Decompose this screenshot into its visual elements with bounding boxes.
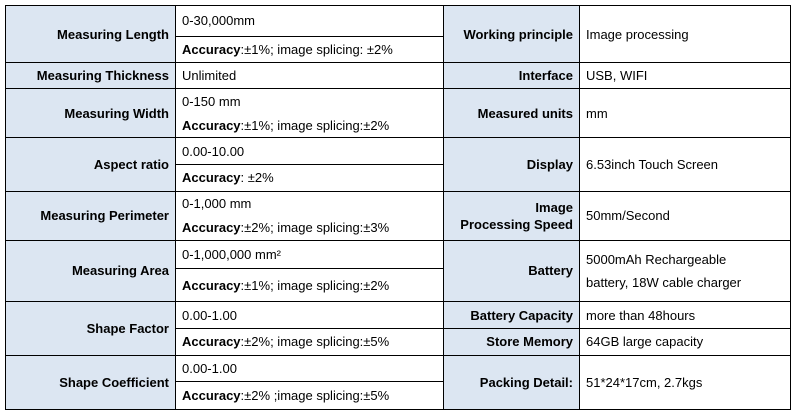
shape-coefficient-label: Shape Coefficient — [6, 355, 176, 409]
interface-label: Interface — [444, 63, 580, 89]
measuring-perimeter-accuracy — [176, 216, 444, 241]
image-processing-speed-value: 50mm/Second — [580, 191, 791, 240]
packing-detail-value: 51*24*17cm, 2.7kgs — [580, 355, 791, 409]
measuring-thickness-label: Measuring Thickness — [6, 63, 176, 89]
measuring-perimeter-label: Measuring Perimeter — [6, 191, 176, 240]
shape-coefficient-accuracy — [176, 382, 444, 410]
store-memory-label: Store Memory — [444, 328, 580, 355]
measuring-thickness-value: Unlimited — [176, 63, 444, 89]
accuracy-label: Accuracy — [182, 277, 241, 293]
shape-factor-accuracy — [176, 328, 444, 355]
aspect-ratio-range: 0.00-10.00 — [176, 138, 444, 165]
accuracy-text: :±2%; image splicing:±3% — [240, 220, 390, 236]
display-label: Display — [444, 138, 580, 191]
accuracy-label: Accuracy — [182, 220, 241, 236]
accuracy-text: :±1%; image splicing: ±2% — [240, 42, 393, 58]
battery-capacity-value: more than 48hours — [580, 302, 791, 329]
value-line-2: battery, 18W cable charger — [586, 274, 742, 290]
accuracy-text: :±2% ;image splicing:±5% — [240, 388, 390, 404]
label-line-1: Image — [535, 199, 573, 215]
accuracy-label: Accuracy — [182, 117, 241, 133]
shape-factor-label: Shape Factor — [6, 302, 176, 355]
battery-label: Battery — [444, 240, 580, 302]
accuracy-label: Accuracy — [182, 334, 241, 350]
measuring-width-range: 0-150 mm — [176, 89, 444, 114]
packing-detail-label: Packing Detail: — [444, 355, 580, 409]
accuracy-text: :±2%; image splicing:±5% — [240, 334, 390, 350]
battery-capacity-label: Battery Capacity — [444, 302, 580, 329]
shape-factor-range: 0.00-1.00 — [176, 302, 444, 329]
image-processing-speed-label — [444, 191, 580, 240]
measuring-length-accuracy — [176, 36, 444, 63]
measuring-length-label: Measuring Length — [6, 6, 176, 63]
measured-units-value: mm — [580, 89, 791, 138]
accuracy-text: :±1%; image splicing:±2% — [240, 277, 390, 293]
measuring-area-label: Measuring Area — [6, 240, 176, 302]
display-value: 6.53inch Touch Screen — [580, 138, 791, 191]
accuracy-text: : ±2% — [240, 170, 274, 186]
accuracy-label: Accuracy — [182, 42, 241, 58]
label-line-2: Processing Speed — [460, 216, 573, 232]
measuring-perimeter-range: 0-1,000 mm — [176, 191, 444, 216]
spec-table — [5, 5, 791, 410]
accuracy-text: :±1%; image splicing:±2% — [240, 117, 390, 133]
measuring-area-range: 0-1,000,000 mm² — [176, 240, 444, 269]
working-principle-value: Image processing — [580, 6, 791, 63]
measuring-width-accuracy — [176, 113, 444, 138]
accuracy-label: Accuracy — [182, 388, 241, 404]
shape-coefficient-range: 0.00-1.00 — [176, 355, 444, 382]
measuring-area-accuracy — [176, 269, 444, 302]
measured-units-label: Measured units — [444, 89, 580, 138]
store-memory-value: 64GB large capacity — [580, 328, 791, 355]
measuring-length-range: 0-30,000mm — [176, 6, 444, 37]
aspect-ratio-accuracy — [176, 164, 444, 191]
value-line-1: 5000mAh Rechargeable — [586, 251, 727, 267]
interface-value: USB, WIFI — [580, 63, 791, 89]
measuring-width-label: Measuring Width — [6, 89, 176, 138]
working-principle-label: Working principle — [444, 6, 580, 63]
accuracy-label: Accuracy — [182, 170, 241, 186]
battery-value — [580, 240, 791, 302]
aspect-ratio-label: Aspect ratio — [6, 138, 176, 191]
